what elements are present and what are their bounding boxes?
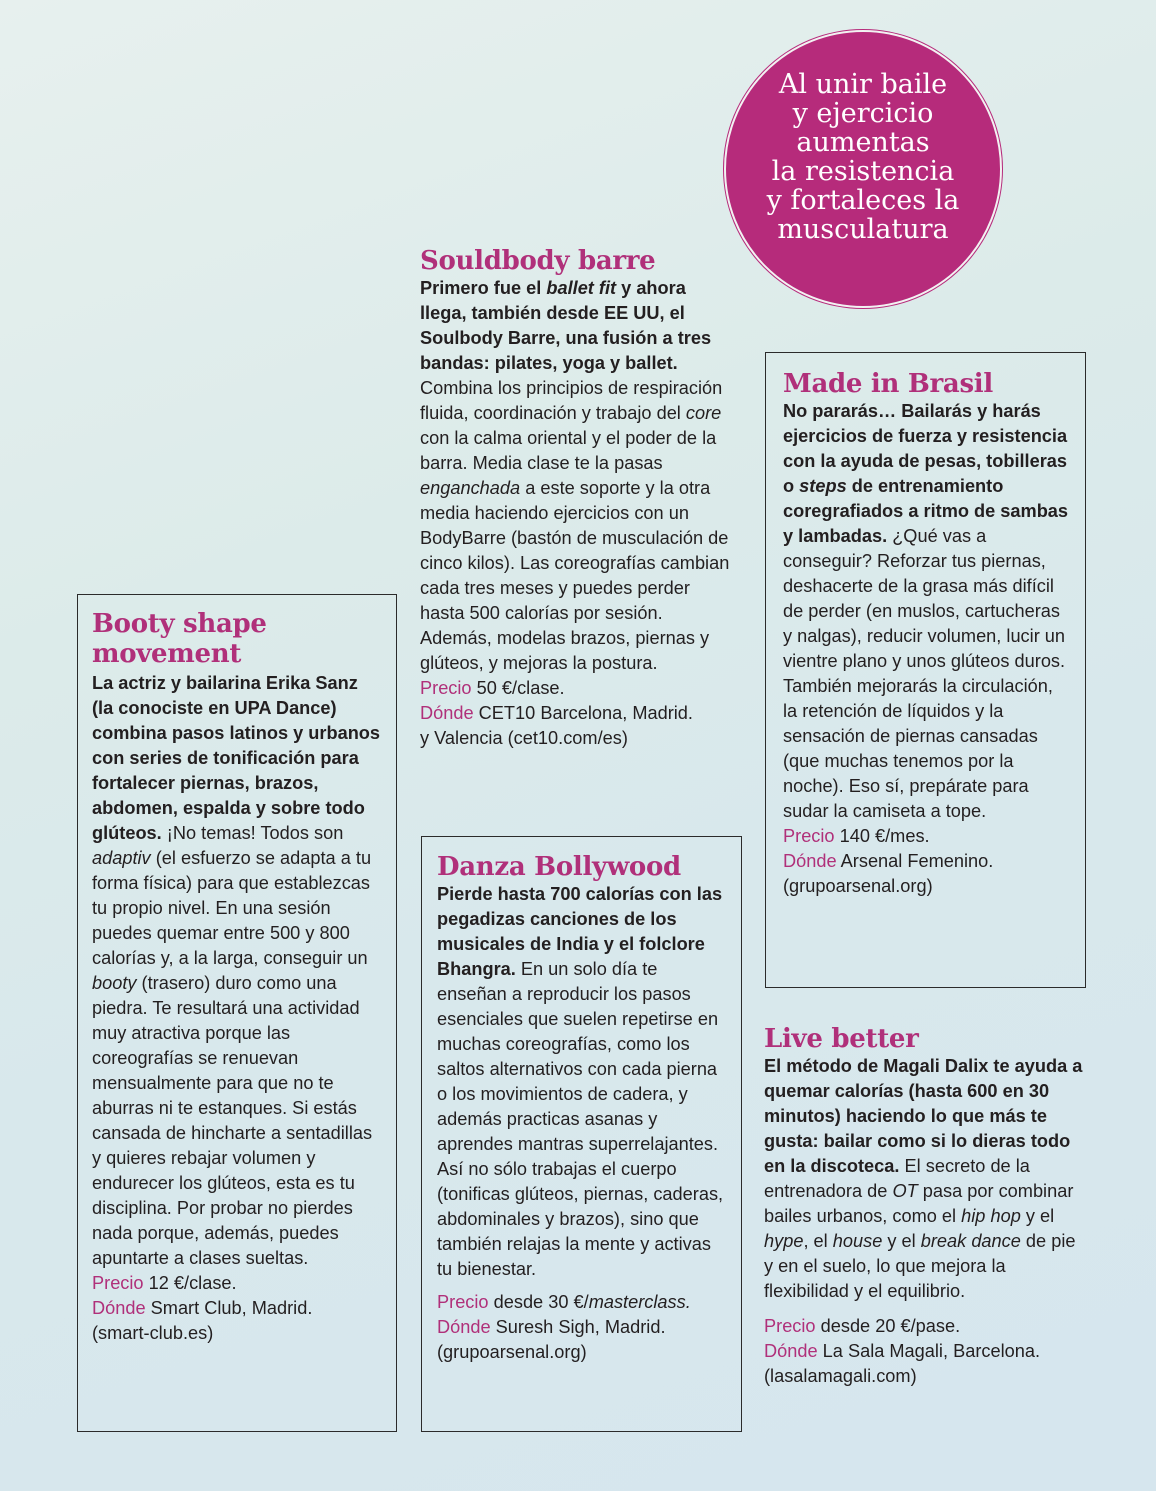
price-line	[92, 1271, 382, 1296]
price-value: 12 €/clase.	[143, 1273, 237, 1293]
where-line-2: (lasalamagali.com)	[764, 1366, 917, 1386]
where-label: Dónde	[437, 1317, 491, 1337]
body-text: ¡No temas! Todos son	[161, 823, 344, 843]
where-line-2: (grupoarsenal.org)	[783, 876, 933, 896]
pullquote-line: y fortaleces la	[766, 185, 960, 216]
article-lead: El método de Magali Dalix te ayuda a quemar calorías (hasta 600 en 30 minutos) haciendo lo que más te gusta: bailar como si lo dieras todo en la discoteca.	[764, 1056, 1083, 1176]
price-label: Precio	[783, 826, 835, 846]
where-line	[764, 1339, 1086, 1364]
article-made-in-brasil	[765, 352, 1086, 988]
article-title: Made in Brasil	[783, 369, 993, 399]
article-booty-shape	[77, 594, 397, 1432]
body-text: ¿Qué vas a conseguir? Reforzar tus piernas, deshacerte de la grasa más difícil de perder (en muslos, cartucheras y nalgas), reducir volumen, lucir un vientre plano y unos glúteos duros. También mejorarás la circulación, la retención de líquidos y la sensación de piernas cansadas (que muchas tenemos por la noche). Eso sí, prepárate para sudar la camiseta a tope.	[783, 526, 1066, 821]
article-title: Danza Bollywood	[437, 852, 681, 882]
price-emphasis: masterclass.	[588, 1292, 691, 1312]
price-line	[437, 1290, 727, 1315]
body-text: En un solo día te enseñan a reproducir los pasos esenciales que suelen repetirse en muchas coreografías, como los saltos alternativos con cada pierna o los movimientos de cadera, y además practicas asanas y aprendes mantras superrelajantes. Así no sólo trabajas el cuerpo (tonificas glúteos, piernas, caderas, abdominales y brazos), sino que también relajas la mente y activas tu bienestar.	[437, 959, 724, 1279]
price-value: 140 €/mes.	[834, 826, 930, 846]
where-value: La Sala Magali, Barcelona.	[817, 1341, 1041, 1361]
price-line	[420, 676, 732, 701]
price-value: desde 30 €/	[488, 1292, 589, 1312]
where-line	[420, 701, 732, 726]
pullquote-text	[767, 70, 960, 244]
body-emphasis: break dance	[920, 1231, 1021, 1251]
where-label: Dónde	[92, 1298, 146, 1318]
body-text: Combina los principios de respiración fluida, coordinación y trabajo del	[420, 378, 723, 423]
price-label: Precio	[420, 678, 472, 698]
where-label: Dónde	[420, 703, 474, 723]
body-emphasis: hip hop	[961, 1206, 1021, 1226]
lead-text: No pararás… Bailarás y harás ejercicios de fuerza y resistencia con la ayuda de pesas, tobilleras o	[783, 401, 1068, 496]
body-emphasis: house	[832, 1231, 883, 1251]
price-value: 50 €/clase.	[471, 678, 565, 698]
article-meta	[437, 1290, 727, 1365]
where-line-2: y Valencia (cet10.com/es)	[420, 728, 628, 748]
body-text: pasa por combinar bailes urbanos, como el	[764, 1181, 1074, 1226]
where-label: Dónde	[783, 851, 837, 871]
where-value: Arsenal Femenino.	[836, 851, 994, 871]
where-line	[783, 849, 1071, 874]
body-emphasis: hype	[764, 1231, 804, 1251]
price-value: desde 20 €/pase.	[815, 1316, 961, 1336]
lead-text: y ahora llega, también desde EE UU, el Soulbody Barre, una fusión a tres bandas: pilates, yoga y ballet.	[420, 278, 712, 373]
article-lead: Pierde hasta 700 calorías con las pegadizas canciones de los musicales de India y el folclore Bhangra.	[437, 884, 723, 979]
pullquote-line: musculatura	[777, 214, 949, 245]
article-live-better	[764, 1024, 1086, 1389]
body-emphasis: OT	[892, 1181, 918, 1201]
article-meta	[764, 1314, 1086, 1389]
where-line	[437, 1315, 727, 1340]
price-label: Precio	[92, 1273, 144, 1293]
pullquote-line: Al unir baile	[778, 69, 948, 100]
article-body	[764, 1054, 1086, 1304]
lead-text: de entrenamiento coregrafiados a ritmo de sambas y lambadas.	[783, 476, 1069, 546]
article-soulbody-barre	[420, 246, 732, 751]
price-line	[783, 824, 1071, 849]
body-emphasis: core	[685, 403, 722, 423]
article-danza-bollywood	[421, 836, 742, 1432]
article-body	[437, 882, 727, 1282]
body-emphasis: enganchada	[420, 478, 521, 498]
where-label: Dónde	[764, 1341, 818, 1361]
article-lead	[420, 278, 711, 373]
where-line-2: (grupoarsenal.org)	[437, 1342, 587, 1362]
lead-emphasis: steps	[799, 476, 847, 496]
price-label: Precio	[437, 1292, 489, 1312]
article-meta	[783, 824, 1071, 899]
where-line-2: (smart-club.es)	[92, 1323, 214, 1343]
body-text: con la calma oriental y el poder de la barra. Media clase te la pasas	[420, 428, 717, 473]
article-title: Booty shape movement	[92, 609, 267, 669]
body-text: , el	[803, 1231, 833, 1251]
article-body	[420, 276, 732, 676]
pullquote-line: aumentas	[796, 127, 930, 158]
body-text: y el	[882, 1231, 921, 1251]
article-title: Live better	[764, 1024, 919, 1054]
where-line	[92, 1296, 382, 1321]
body-text: (trasero) duro como una piedra. Te resultará una actividad muy atractiva porque las coreografías se renuevan mensualmente para que no te aburras ni te estanques. Si estás cansada de hincharte a sentadillas y quieres rebajar volumen y endurecer los glúteos, esta es tu disciplina. Por probar no pierdes nada porque, además, puedes apuntarte a clases sueltas.	[92, 973, 373, 1268]
pullquote-circle	[724, 30, 1002, 308]
pullquote-line: y ejercicio	[792, 98, 934, 129]
lead-text: Primero fue el	[420, 278, 547, 298]
pullquote-line: la resistencia	[771, 156, 955, 187]
article-meta	[420, 676, 732, 751]
body-text: de pie y en el suelo, lo que mejora la flexibilidad y el equilibrio.	[764, 1231, 1076, 1301]
lead-emphasis: ballet fit	[546, 278, 617, 298]
article-body	[92, 671, 382, 1271]
where-value: Smart Club, Madrid.	[145, 1298, 313, 1318]
article-lead	[783, 401, 1068, 546]
where-value: CET10 Barcelona, Madrid.	[473, 703, 693, 723]
body-text: y el	[1020, 1206, 1055, 1226]
body-emphasis: adaptiv	[92, 848, 151, 868]
price-label: Precio	[764, 1316, 816, 1336]
where-value: Suresh Sigh, Madrid.	[490, 1317, 666, 1337]
article-body	[783, 399, 1071, 824]
body-text: a este soporte y la otra media haciendo ejercicios con un BodyBarre (bastón de musculación de cinco kilos). Las coreografías cambian cada tres meses y puedes perder hasta 500 calorías por sesión. Además, modelas brazos, piernas y glúteos, y mejoras la postura.	[420, 478, 730, 673]
price-line	[764, 1314, 1086, 1339]
article-title: Souldbody barre	[420, 246, 656, 276]
article-lead: La actriz y bailarina Erika Sanz (la conociste en UPA Dance) combina pasos latinos y urbanos con series de tonificación para fortalecer piernas, brazos, abdomen, espalda y sobre todo glúteos.	[92, 673, 381, 843]
body-emphasis: booty	[92, 973, 137, 993]
body-text: El secreto de la entrenadora de	[764, 1156, 1030, 1201]
article-meta	[92, 1271, 382, 1346]
body-text: (el esfuerzo se adapta a tu forma física) para que establezcas tu propio nivel. En una sesión puedes quemar entre 500 y 800 calorías y, a la larga, conseguir un	[92, 848, 372, 968]
